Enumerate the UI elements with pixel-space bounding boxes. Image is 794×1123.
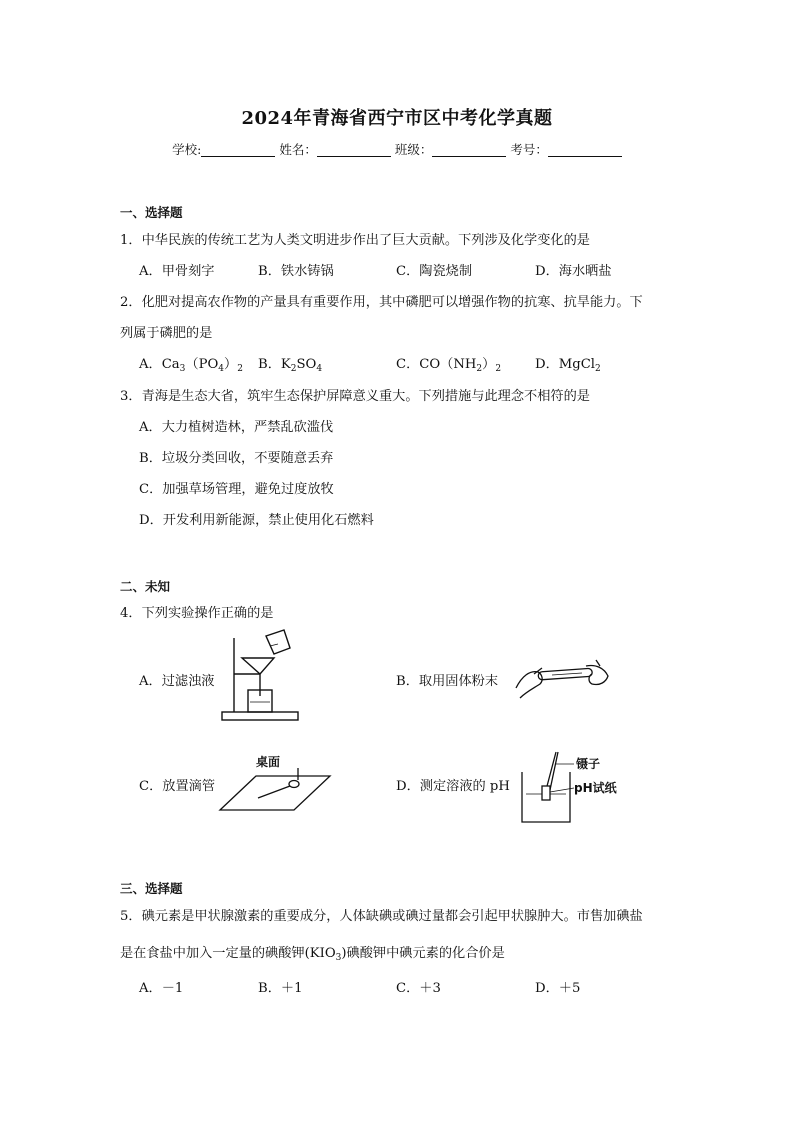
id-blank[interactable] (548, 142, 622, 157)
q2-stem-line-2: 列属于磷肥的是 (120, 326, 213, 341)
q1-option-d[interactable]: D．海水晒盐 (535, 264, 612, 279)
q3-option-a[interactable]: A．大力植树造林，严禁乱砍滥伐 (139, 420, 334, 435)
q2-stem-line-1: 2．化肥对提高农作物的产量具有重要作用，其中磷肥可以增强作物的抗寒、抗旱能力。下 (120, 295, 643, 310)
q3-option-b[interactable]: B．垃圾分类回收，不要随意丢弃 (139, 451, 334, 466)
student-info-line (0, 140, 794, 158)
name-label: 姓名： (279, 142, 317, 157)
q1-option-a[interactable]: A．甲骨刻字 (139, 264, 215, 279)
class-blank[interactable] (432, 142, 506, 157)
q2-option-d[interactable]: D．MgCl$_2$ (535, 357, 601, 374)
fig-c-label: 桌面 (256, 755, 281, 769)
q2-option-a[interactable]: A．$Ca_3(PO_4)_2$ (139, 357, 243, 374)
q4-option-c[interactable]: C．放置滴管 (139, 779, 216, 794)
q5-stem-line-2: 是在食盐中加入一定量的碘酸钾$(KIO_3)$碘酸钾中碘元素的化合价是 (120, 946, 505, 963)
q3-option-c[interactable]: C．加强草场管理，避免过度放牧 (139, 482, 334, 497)
school-blank[interactable] (201, 142, 275, 157)
q1-option-c[interactable]: C．陶瓷烧制 (396, 264, 473, 279)
q2-option-b[interactable]: B．$K_2SO_4$ (258, 357, 323, 374)
fig-d-label-ph-paper: pH试纸 (574, 781, 617, 795)
page-title: 2024年青海省西宁市区中考化学真题 (241, 108, 553, 129)
section-2-title: 二、未知 (120, 579, 171, 594)
q3-option-d[interactable]: D．开发利用新能源，禁止使用化石燃料 (139, 513, 374, 528)
id-label: 考号： (510, 142, 548, 157)
ph-measurement-figure (520, 750, 632, 824)
class-label: 班级： (394, 142, 433, 157)
filtration-apparatus-figure (220, 628, 300, 724)
fig-d-label-tweezers: 镊子 (576, 757, 601, 771)
q5-option-c[interactable]: C．＋3 (396, 981, 441, 996)
q5-option-d[interactable]: D．＋5 (535, 981, 581, 996)
q5-option-b[interactable]: B．＋1 (258, 981, 303, 996)
q4-option-a[interactable]: A．过滤浊液 (139, 674, 215, 689)
q4-option-d[interactable]: D．测定溶液的 pH (396, 779, 510, 794)
school-label: 学校: (172, 142, 202, 157)
q4-stem: 4．下列实验操作正确的是 (120, 606, 274, 621)
q5-stem-line-1: 5．碘元素是甲状腺激素的重要成分，人体缺碘或碘过量都会引起甲状腺肿大。市售加碘盐 (120, 909, 643, 924)
q5-option-a[interactable]: A．－1 (139, 981, 184, 996)
q3-stem: 3．青海是生态大省，筑牢生态保护屏障意义重大。下列措施与此理念不相符的是 (120, 389, 590, 404)
dropper-on-table-figure (218, 752, 334, 814)
q1-option-b[interactable]: B．铁水铸锅 (258, 264, 334, 279)
powder-sampling-figure (512, 658, 612, 700)
section-1-title: 一、选择题 (120, 205, 183, 220)
q2-option-c[interactable]: C．$CO(NH_2)_2$ (396, 357, 502, 374)
name-blank[interactable] (317, 142, 391, 157)
section-3-title: 三、选择题 (120, 881, 183, 896)
q1-stem: 1．中华民族的传统工艺为人类文明进步作出了巨大贡献。下列涉及化学变化的是 (120, 233, 590, 248)
q4-option-b[interactable]: B．取用固体粉末 (396, 674, 499, 689)
